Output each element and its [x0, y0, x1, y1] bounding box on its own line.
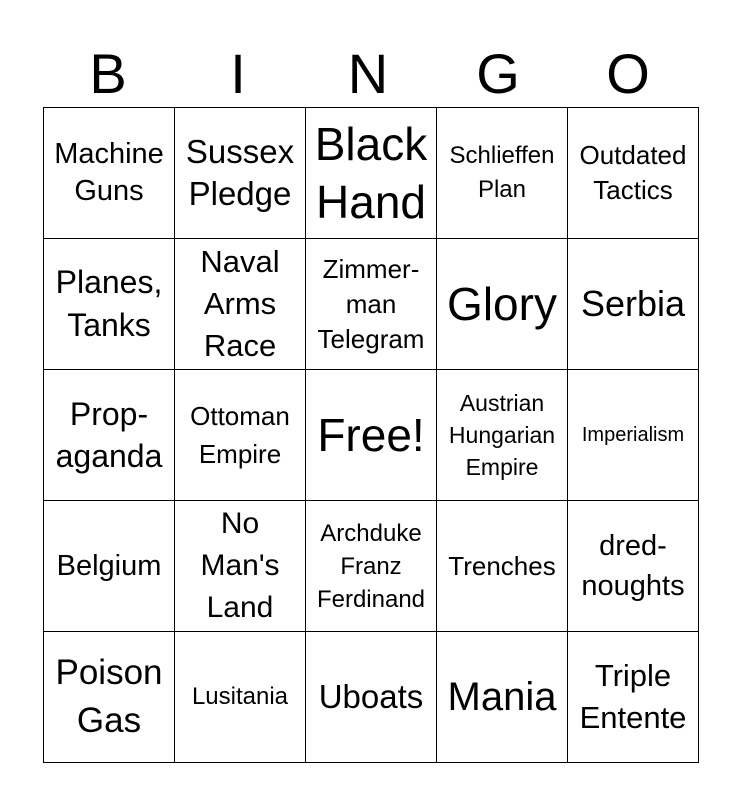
bingo-cell	[44, 370, 175, 501]
bingo-cell	[568, 108, 699, 239]
bingo-cell	[44, 108, 175, 239]
bingo-cell	[306, 108, 437, 239]
bingo-cell	[306, 370, 437, 501]
cell-text: Schlieffen Plan	[449, 142, 555, 203]
header-letter-i: I	[230, 42, 246, 105]
bingo-cell	[306, 632, 437, 763]
cell-text: Austrian Hungarian Empire	[448, 390, 556, 480]
cell-text: Uboats	[318, 678, 424, 715]
bingo-header	[43, 40, 693, 108]
cell-text: Trenches	[448, 551, 556, 581]
bingo-card	[43, 107, 699, 763]
cell-text: Triple Entente	[579, 658, 687, 735]
cell-text: Planes, Tanks	[55, 264, 163, 343]
bingo-cell	[44, 501, 175, 632]
cell-text: No Man's Land	[200, 507, 280, 624]
header-letter-b: B	[89, 42, 127, 105]
bingo-cell	[175, 632, 306, 763]
cell-text: Prop- aganda	[55, 396, 163, 474]
header-letter-g: G	[476, 42, 520, 105]
cell-text: Belgium	[56, 550, 162, 582]
cell-text: Free!	[317, 409, 425, 461]
cell-text: Imperialism	[581, 424, 685, 446]
bingo-cell	[568, 239, 699, 370]
bingo-cell	[437, 108, 568, 239]
card-row	[44, 108, 699, 239]
cell-text: Glory	[447, 278, 557, 330]
cell-text: Poison Gas	[55, 653, 163, 740]
card-row	[44, 501, 699, 632]
bingo-cell	[437, 632, 568, 763]
cell-text: Archduke Franz Ferdinand	[316, 519, 426, 613]
bingo-cell	[437, 239, 568, 370]
cell-text: Sussex Pledge	[185, 133, 295, 212]
bingo-cell	[44, 632, 175, 763]
bingo-cell	[175, 239, 306, 370]
bingo-cell	[568, 370, 699, 501]
bingo-cell	[306, 239, 437, 370]
card-row	[44, 370, 699, 501]
header-letter-n: N	[347, 42, 389, 105]
header-letter-o: O	[606, 42, 650, 105]
bingo-cell	[568, 632, 699, 763]
cell-text: Ottoman Empire	[190, 401, 290, 469]
cell-text: Outdated Tactics	[579, 140, 687, 205]
bingo-cell	[44, 239, 175, 370]
cell-text: Naval Arms Race	[200, 244, 280, 363]
bingo-cell	[437, 501, 568, 632]
cell-text: dred- noughts	[581, 530, 685, 602]
cell-text: Black Hand	[314, 118, 428, 228]
bingo-cell	[175, 108, 306, 239]
bingo-cell	[568, 501, 699, 632]
cell-text: Lusitania	[191, 683, 289, 710]
bingo-cell	[175, 501, 306, 632]
cell-text: Zimmer- man Telegram	[317, 253, 425, 354]
bingo-cell	[175, 370, 306, 501]
card-row	[44, 632, 699, 763]
card-row	[44, 239, 699, 370]
bingo-cell	[437, 370, 568, 501]
cell-text: Mania	[447, 675, 557, 719]
cell-text: Machine Guns	[54, 138, 164, 207]
cell-text: Serbia	[580, 283, 686, 324]
bingo-cell	[306, 501, 437, 632]
